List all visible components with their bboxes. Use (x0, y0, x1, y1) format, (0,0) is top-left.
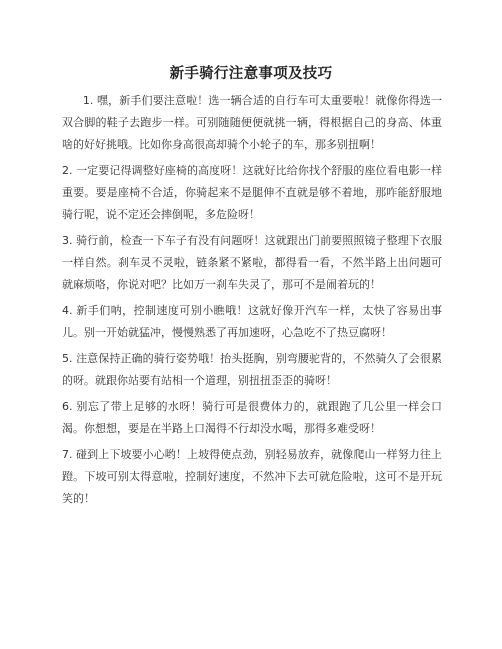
paragraph-5: 5. 注意保持正确的骑行姿势哦！抬头挺胸，别弯腰驼背的，不然骑久了会很累的呀。就跟你站要有站相一个道理，别扭扭歪歪的骑呀！ (62, 352, 442, 387)
document-title: 新手骑行注意事项及技巧 (169, 66, 333, 82)
paragraph-4: 4. 新手们呐，控制速度可别小瞧哦！这就好像开汽车一样，太快了容易出事儿。别一开始就猛冲，慢慢熟悉了再加速呀，心急吃不了热豆腐呀！ (62, 304, 442, 339)
paragraph-6: 6. 别忘了带上足够的水呀！骑行可是很费体力的，就跟跑了几公里一样会口渴。你想想，要是在半路上口渴得不行却没水喝，那得多难受呀！ (62, 400, 442, 435)
paragraph-2: 2. 一定要记得调整好座椅的高度呀！这就好比给你找个舒服的座位看电影一样重要。要是座椅不合适，你骑起来不是腿伸不直就是够不着地，那咋能舒服地骑行呢，说不定还会摔倒呢，多危险呀！ (62, 164, 442, 221)
document-body (62, 90, 442, 514)
paragraph-3: 3. 骑行前，检查一下车子有没有问题呀！这就跟出门前要照照镜子整理下衣服一样自然。刹车灵不灵啦，链条紧不紧啦，都得看一看，不然半路上出问题可就麻烦咯，你说对吧？比如万一刹车失灵了，那可不是闹着玩的！ (62, 234, 442, 291)
paragraph-1: 1. 嘿，新手们要注意啦！选一辆合适的自行车可太重要啦！就像你得选一双合脚的鞋子去跑步一样。可别随随便便就挑一辆，得根据自己的身高、体重啥的好好挑哦。比如你身高很高却骑个小轮子的车，那多别扭啊！ (62, 94, 442, 151)
paragraph-7: 7. 碰到上下坡要小心哟！上坡得使点劲，别轻易放弃，就像爬山一样努力往上蹬。下坡可别太得意啦，控制好速度，不然冲下去可就危险啦，这可不是开玩笑的！ (62, 448, 442, 505)
